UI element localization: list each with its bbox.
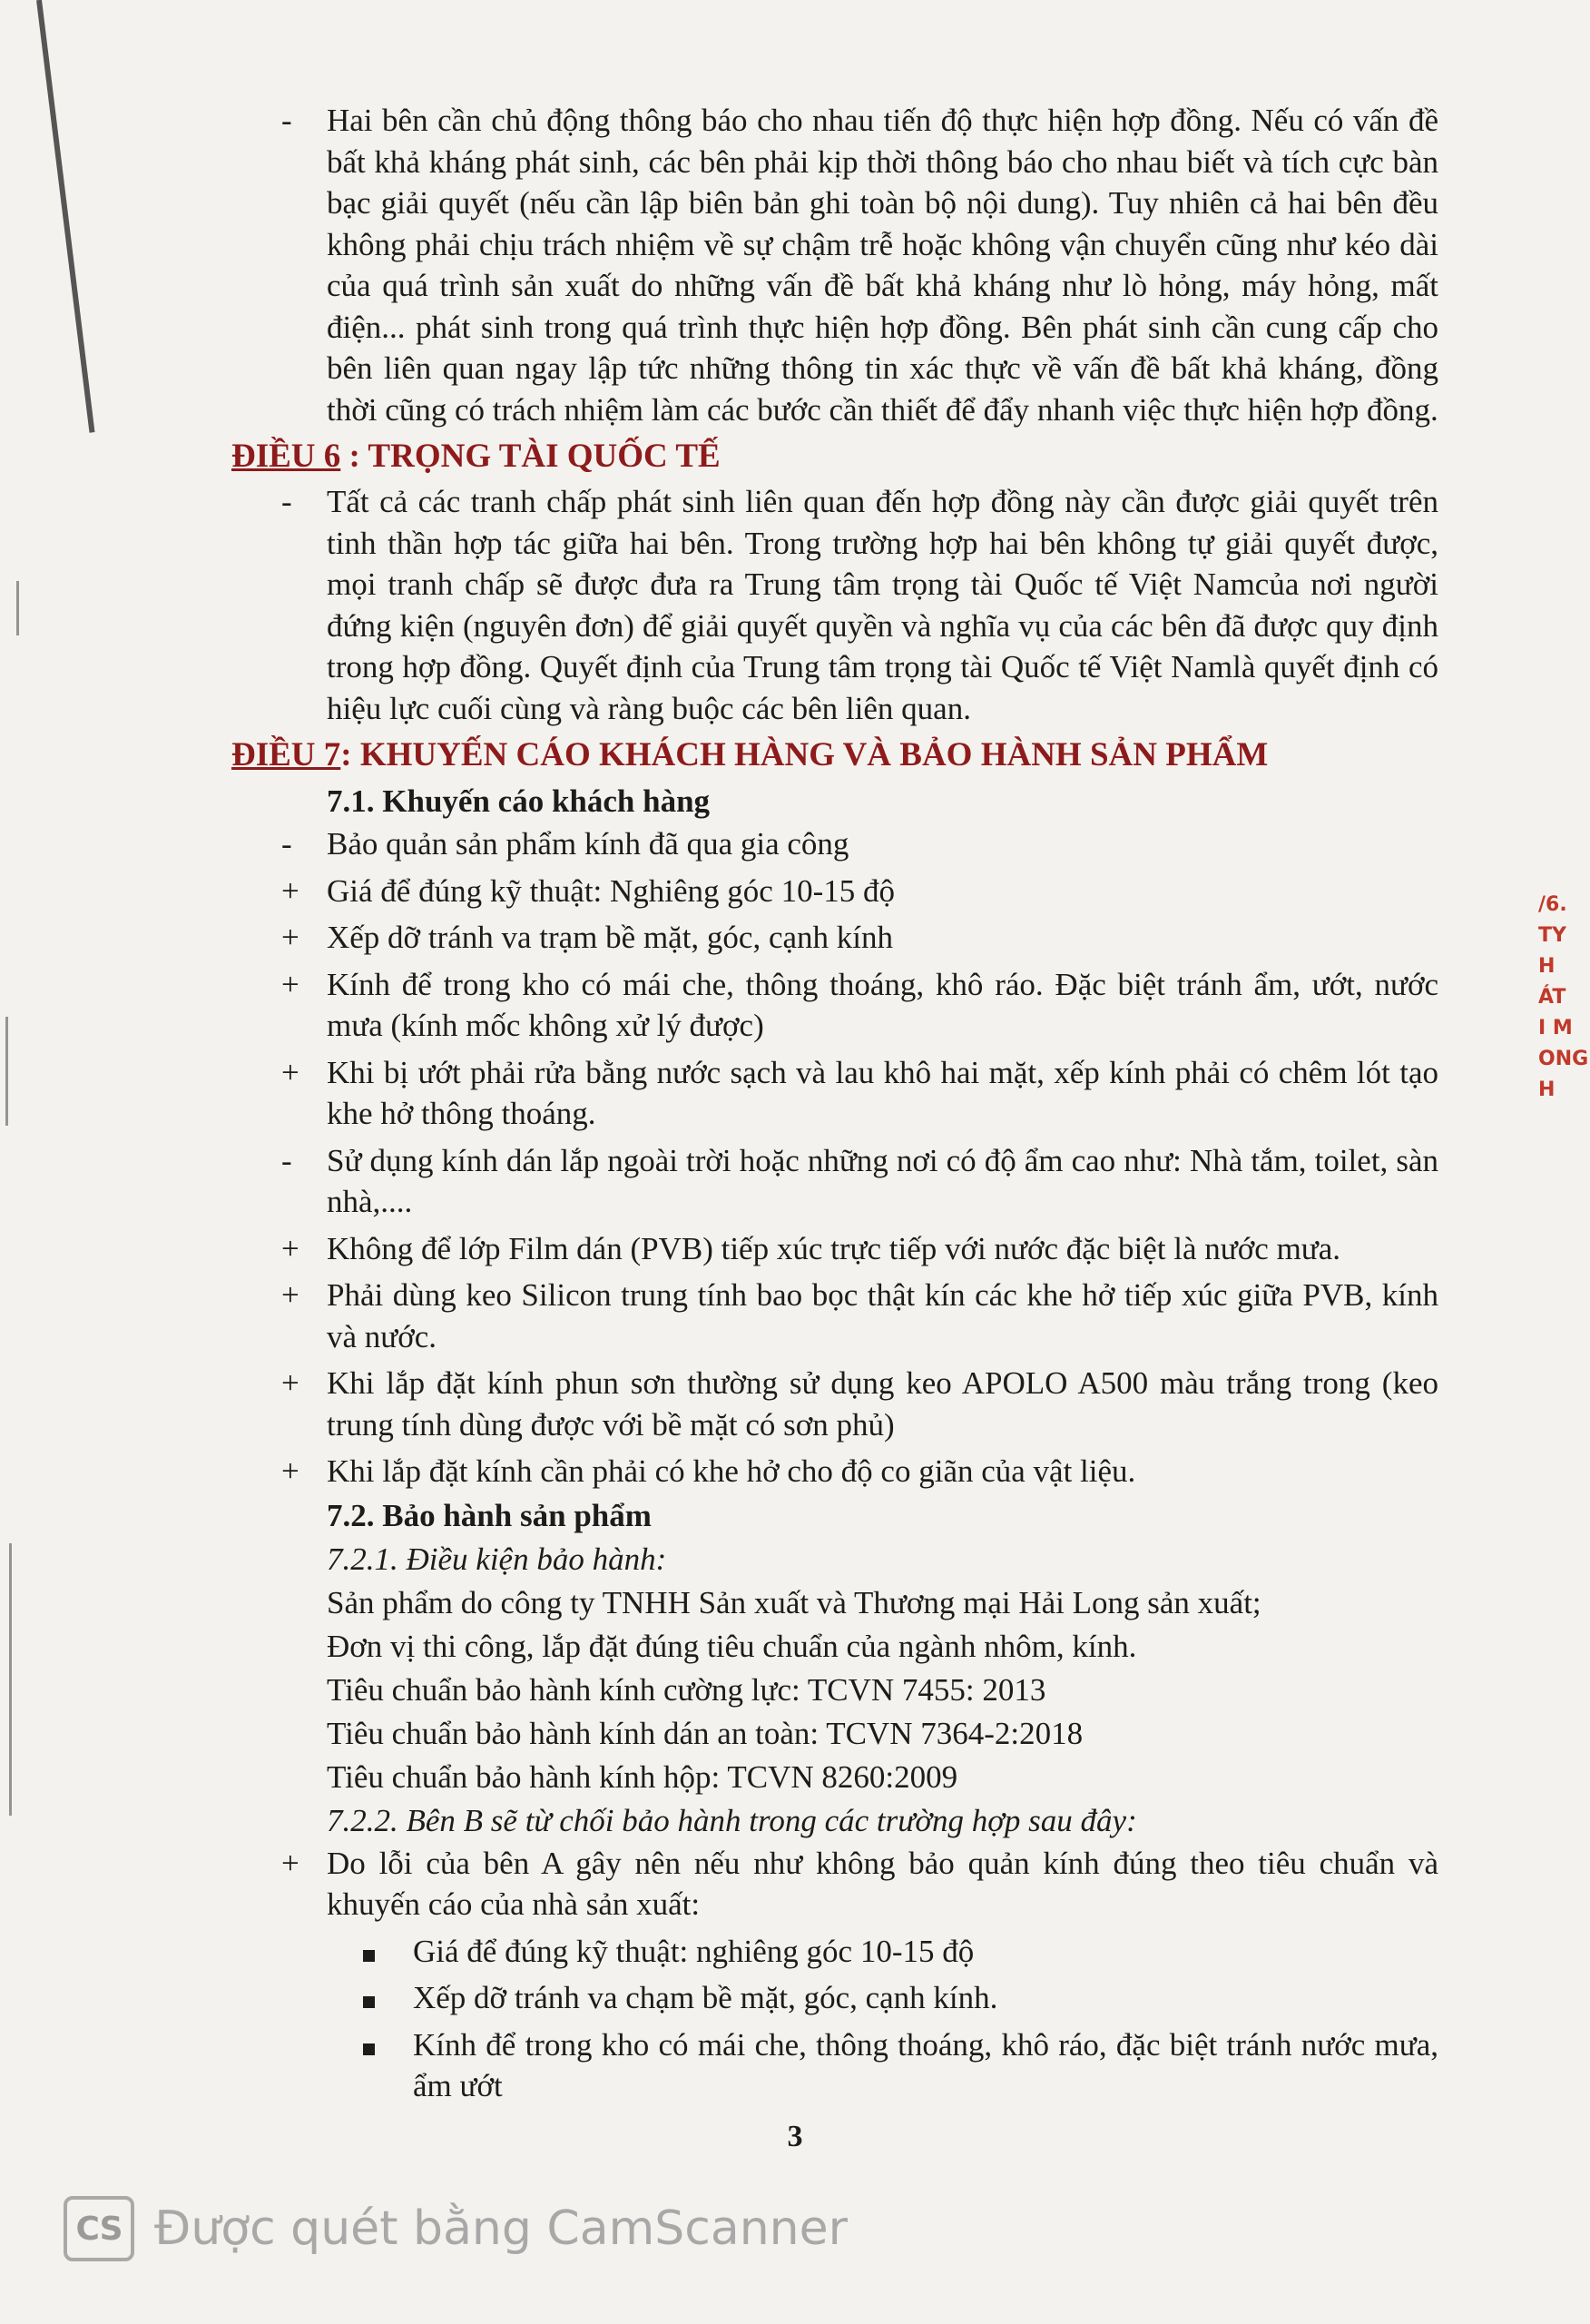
article-title: : KHUYẾN CÁO KHÁCH HÀNG VÀ BẢO HÀNH SẢN PHẨM (340, 736, 1269, 773)
paragraph-text: Hai bên cần chủ động thông báo cho nhau tiến độ thực hiện hợp đồng. Nếu có vấn đề bất khả kháng phát sinh, các bên phải kịp thời thông báo cho nhau biết và tích cực bàn bạc giải quyết (nếu cần lập biên bản ghi toàn bộ nội dung). Tuy nhiên cả hai bên đều không phải chịu trách nhiệm về sự chậm trễ hoặc không vận chuyển cũng như kéo dài của quá trình sản xuất do những vấn đề bất khả kháng như lò hỏng, máy hỏng, mất điện... phát sinh trong quá trình thực hiện hợp đồng. Bên phát sinh cần cung cấp cho bên liên quan ngay lập tức những thông tin xác thực về vấn đề bất khả kháng, đồng thời cũng có trách nhiệm làm các bước cần thiết để đẩy nhanh việc thực hiện hợp đồng. (327, 103, 1438, 428)
list-marker: + (281, 966, 299, 1002)
stamp-text: TY (1538, 924, 1566, 947)
stamp-text: /6. (1538, 893, 1567, 916)
stamp-text: ONG (1538, 1048, 1589, 1070)
list-item-text: Kính để trong kho có mái che, thông thoáng, khô ráo. Đặc biệt tránh ẩm, ướt, nước mưa (kính mốc không xử lý được) (327, 966, 1438, 1043)
company-stamp-fragment (1538, 890, 1590, 1180)
list-item (231, 481, 1438, 729)
list-item-text: Giá để đúng kỹ thuật: Nghiêng góc 10-15 độ (327, 872, 896, 909)
list-item (231, 1228, 1438, 1270)
list-item (231, 917, 1438, 959)
section-title: 7.2. Bảo hành sản phẩm (327, 1497, 652, 1533)
list-item-text: Phải dùng keo Silicon trung tính bao bọc thật kín các khe hở tiếp xúc giữa PVB, kính và nước. (327, 1277, 1438, 1354)
list-item-text: Khi lắp đặt kính cần phải có khe hở cho độ co giãn của vật liệu. (327, 1453, 1136, 1489)
list-item-text: Khi bị ướt phải rửa bằng nước sạch và lau khô hai mặt, xếp kính phải có chêm lót tạo khe hở thông thoáng. (327, 1054, 1438, 1131)
list-item (231, 823, 1438, 865)
article-7-heading (231, 733, 1438, 778)
list-item (231, 1140, 1438, 1223)
scan-edge-artifact (36, 0, 94, 433)
list-item-text: Xếp dỡ tránh va trạm bề mặt, góc, cạnh kính (327, 920, 894, 955)
sub-list-item-text: Kính để trong kho có mái che, thông thoáng, khô ráo, đặc biệt tránh nước mưa, ẩm ướt (413, 2026, 1438, 2103)
square-bullet-icon (363, 1977, 399, 2019)
list-marker: + (281, 1277, 299, 1313)
list-marker: - (281, 484, 292, 519)
list-marker: - (281, 1142, 292, 1178)
list-marker: + (281, 1453, 299, 1489)
list-item-text: Sử dụng kính dán lắp ngoài trời hoặc những nơi có độ ẩm cao như: Nhà tắm, toilet, sàn nhà,.... (327, 1142, 1438, 1219)
article-title: : TRỌNG TÀI QUỐC TẾ (340, 438, 721, 475)
sub-list-item (231, 1931, 1438, 1973)
scan-edge-mark (16, 581, 19, 635)
list-item (231, 1363, 1438, 1445)
article-6-heading (231, 434, 1438, 479)
list-item (231, 871, 1438, 912)
scan-edge-mark (9, 1543, 12, 1816)
subsection-title: 7.2.2. Bên B sẽ từ chối bảo hành trong các trường hợp sau đây: (327, 1802, 1137, 1838)
list-item (231, 964, 1438, 1047)
document-body (231, 100, 1438, 2107)
list-marker: + (281, 872, 299, 909)
condition-line: Sản phẩm do công ty TNHH Sản xuất và Thương mại Hải Long sản xuất; (327, 1584, 1261, 1620)
sub-list-item-text: Xếp dỡ tránh va chạm bề mặt, góc, cạnh kính. (413, 1980, 998, 2015)
stamp-text: ÁT (1538, 986, 1566, 1009)
sub-list-item-text: Giá để đúng kỹ thuật: nghiêng góc 10-15 độ (413, 1933, 975, 1969)
watermark-text: Được quét bằng CamScanner (154, 2201, 849, 2256)
page-number: 3 (787, 2120, 803, 2153)
subsection-title: 7.2.1. Điều kiện bảo hành: (327, 1541, 667, 1577)
list-item (231, 1843, 1438, 1925)
stamp-text: I M (1538, 1017, 1573, 1039)
square-bullet-icon (363, 2024, 399, 2066)
condition-line: Tiêu chuẩn bảo hành kính dán an toàn: TCVN 7364-2:2018 (327, 1715, 1084, 1751)
list-marker: + (281, 1054, 299, 1090)
list-item-text: Khi lắp đặt kính phun sơn thường sử dụng keo APOLO A500 màu trắng trong (keo trung tính dùng được với bề mặt có sơn phủ) (327, 1365, 1438, 1443)
list-item (231, 1451, 1438, 1492)
condition-line: Tiêu chuẩn bảo hành kính cường lực: TCVN 7455: 2013 (327, 1671, 1046, 1708)
condition-line: Đơn vị thi công, lắp đặt đúng tiêu chuẩn của ngành nhôm, kính. (327, 1628, 1137, 1664)
list-item (231, 1275, 1438, 1357)
stamp-text: H (1538, 955, 1556, 978)
list-item-text: Bảo quản sản phẩm kính đã qua gia công (327, 826, 849, 862)
section-title: 7.1. Khuyến cáo khách hàng (327, 783, 711, 819)
article-number: ĐIỀU 7 (231, 736, 341, 773)
list-marker: + (281, 1230, 299, 1266)
article-number: ĐIỀU 6 (231, 438, 341, 475)
sub-list-item (231, 2024, 1438, 2107)
list-marker: + (281, 1365, 299, 1401)
camscanner-watermark (64, 2192, 848, 2265)
list-marker: - (281, 103, 292, 138)
list-marker: + (281, 920, 299, 955)
square-bullet-icon (363, 1931, 399, 1973)
condition-line: Tiêu chuẩn bảo hành kính hộp: TCVN 8260:2009 (327, 1758, 958, 1795)
list-item-text: Do lỗi của bên A gây nên nếu như không bảo quản kính đúng theo tiêu chuẩn và khuyến cáo của nhà sản xuất: (327, 1845, 1438, 1922)
scan-edge-mark (5, 1017, 8, 1126)
paragraph-text: Tất cả các tranh chấp phát sinh liên quan đến hợp đồng này cần được giải quyết trên tinh thần hợp tác giữa hai bên. Trong trường hợp hai bên không tự giải quyết được, mọi tranh chấp sẽ được đưa ra Trung tâm trọng tài Quốc tế Việt Namcủa nơi người đứng kiện (nguyên đơn) để giải quyết quyền và nghĩa vụ của các bên đã được quy định trong hợp đồng. Quyết định của Trung tâm trọng tài Quốc tế Việt Namlà quyết định có hiệu lực cuối cùng và ràng buộc các bên liên quan. (327, 484, 1438, 726)
list-item-text: Không để lớp Film dán (PVB) tiếp xúc trực tiếp với nước đặc biệt là nước mưa. (327, 1230, 1341, 1266)
sub-list-item (231, 1977, 1438, 2019)
list-item (231, 1052, 1438, 1135)
camscanner-logo-icon: CS (64, 2196, 134, 2261)
list-marker: + (281, 1845, 299, 1881)
list-item (231, 100, 1438, 430)
list-marker: - (281, 826, 292, 862)
stamp-text: H (1538, 1078, 1556, 1101)
